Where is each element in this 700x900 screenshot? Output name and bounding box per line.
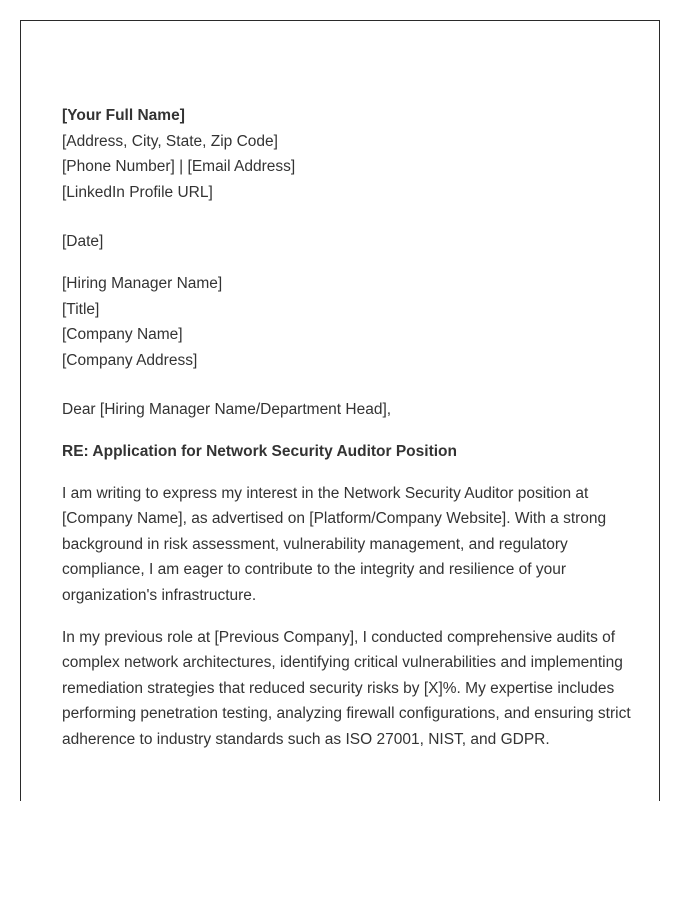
body-paragraph-2: In my previous role at [Previous Company], I conducted comprehensive audits of complex network architectures, identifying critical vulnerabilities and implementing remediation strategies that reduced security risks by [X]%. My expertise includes performing penetration testing, analyzing firewall configurations, and ensuring strict adherence to industry standards such as ISO 27001, NIST, and GDPR. bbox=[62, 628, 631, 748]
recipient-block bbox=[62, 271, 632, 373]
recipient-address: [Company Address] bbox=[62, 351, 198, 369]
recipient-company: [Company Name] bbox=[62, 326, 183, 344]
letter-content bbox=[62, 103, 632, 752]
subject-line: RE: Application for Network Security Auditor Position bbox=[62, 442, 457, 460]
recipient-name: [Hiring Manager Name] bbox=[62, 274, 223, 292]
sender-address: [Address, City, State, Zip Code] bbox=[62, 132, 278, 150]
letter-page bbox=[20, 20, 660, 801]
sender-name: [Your Full Name] bbox=[62, 107, 185, 124]
recipient-title: [Title] bbox=[62, 300, 100, 318]
sender-block bbox=[62, 103, 632, 205]
body-paragraph-1: I am writing to express my interest in the Network Security Auditor position at [Company Name], as advertised on [Platform/Company Website]. With a strong background in risk assessment, vulnerability management, and regulatory compliance, I am eager to contribute to the integrity and resilience of your organization's infrastructure. bbox=[62, 484, 607, 604]
letter-date: [Date] bbox=[62, 233, 104, 251]
sender-linkedin: [LinkedIn Profile URL] bbox=[62, 183, 213, 201]
salutation: Dear [Hiring Manager Name/Department Head], bbox=[62, 401, 392, 419]
sender-contact: [Phone Number] | [Email Address] bbox=[62, 158, 296, 176]
